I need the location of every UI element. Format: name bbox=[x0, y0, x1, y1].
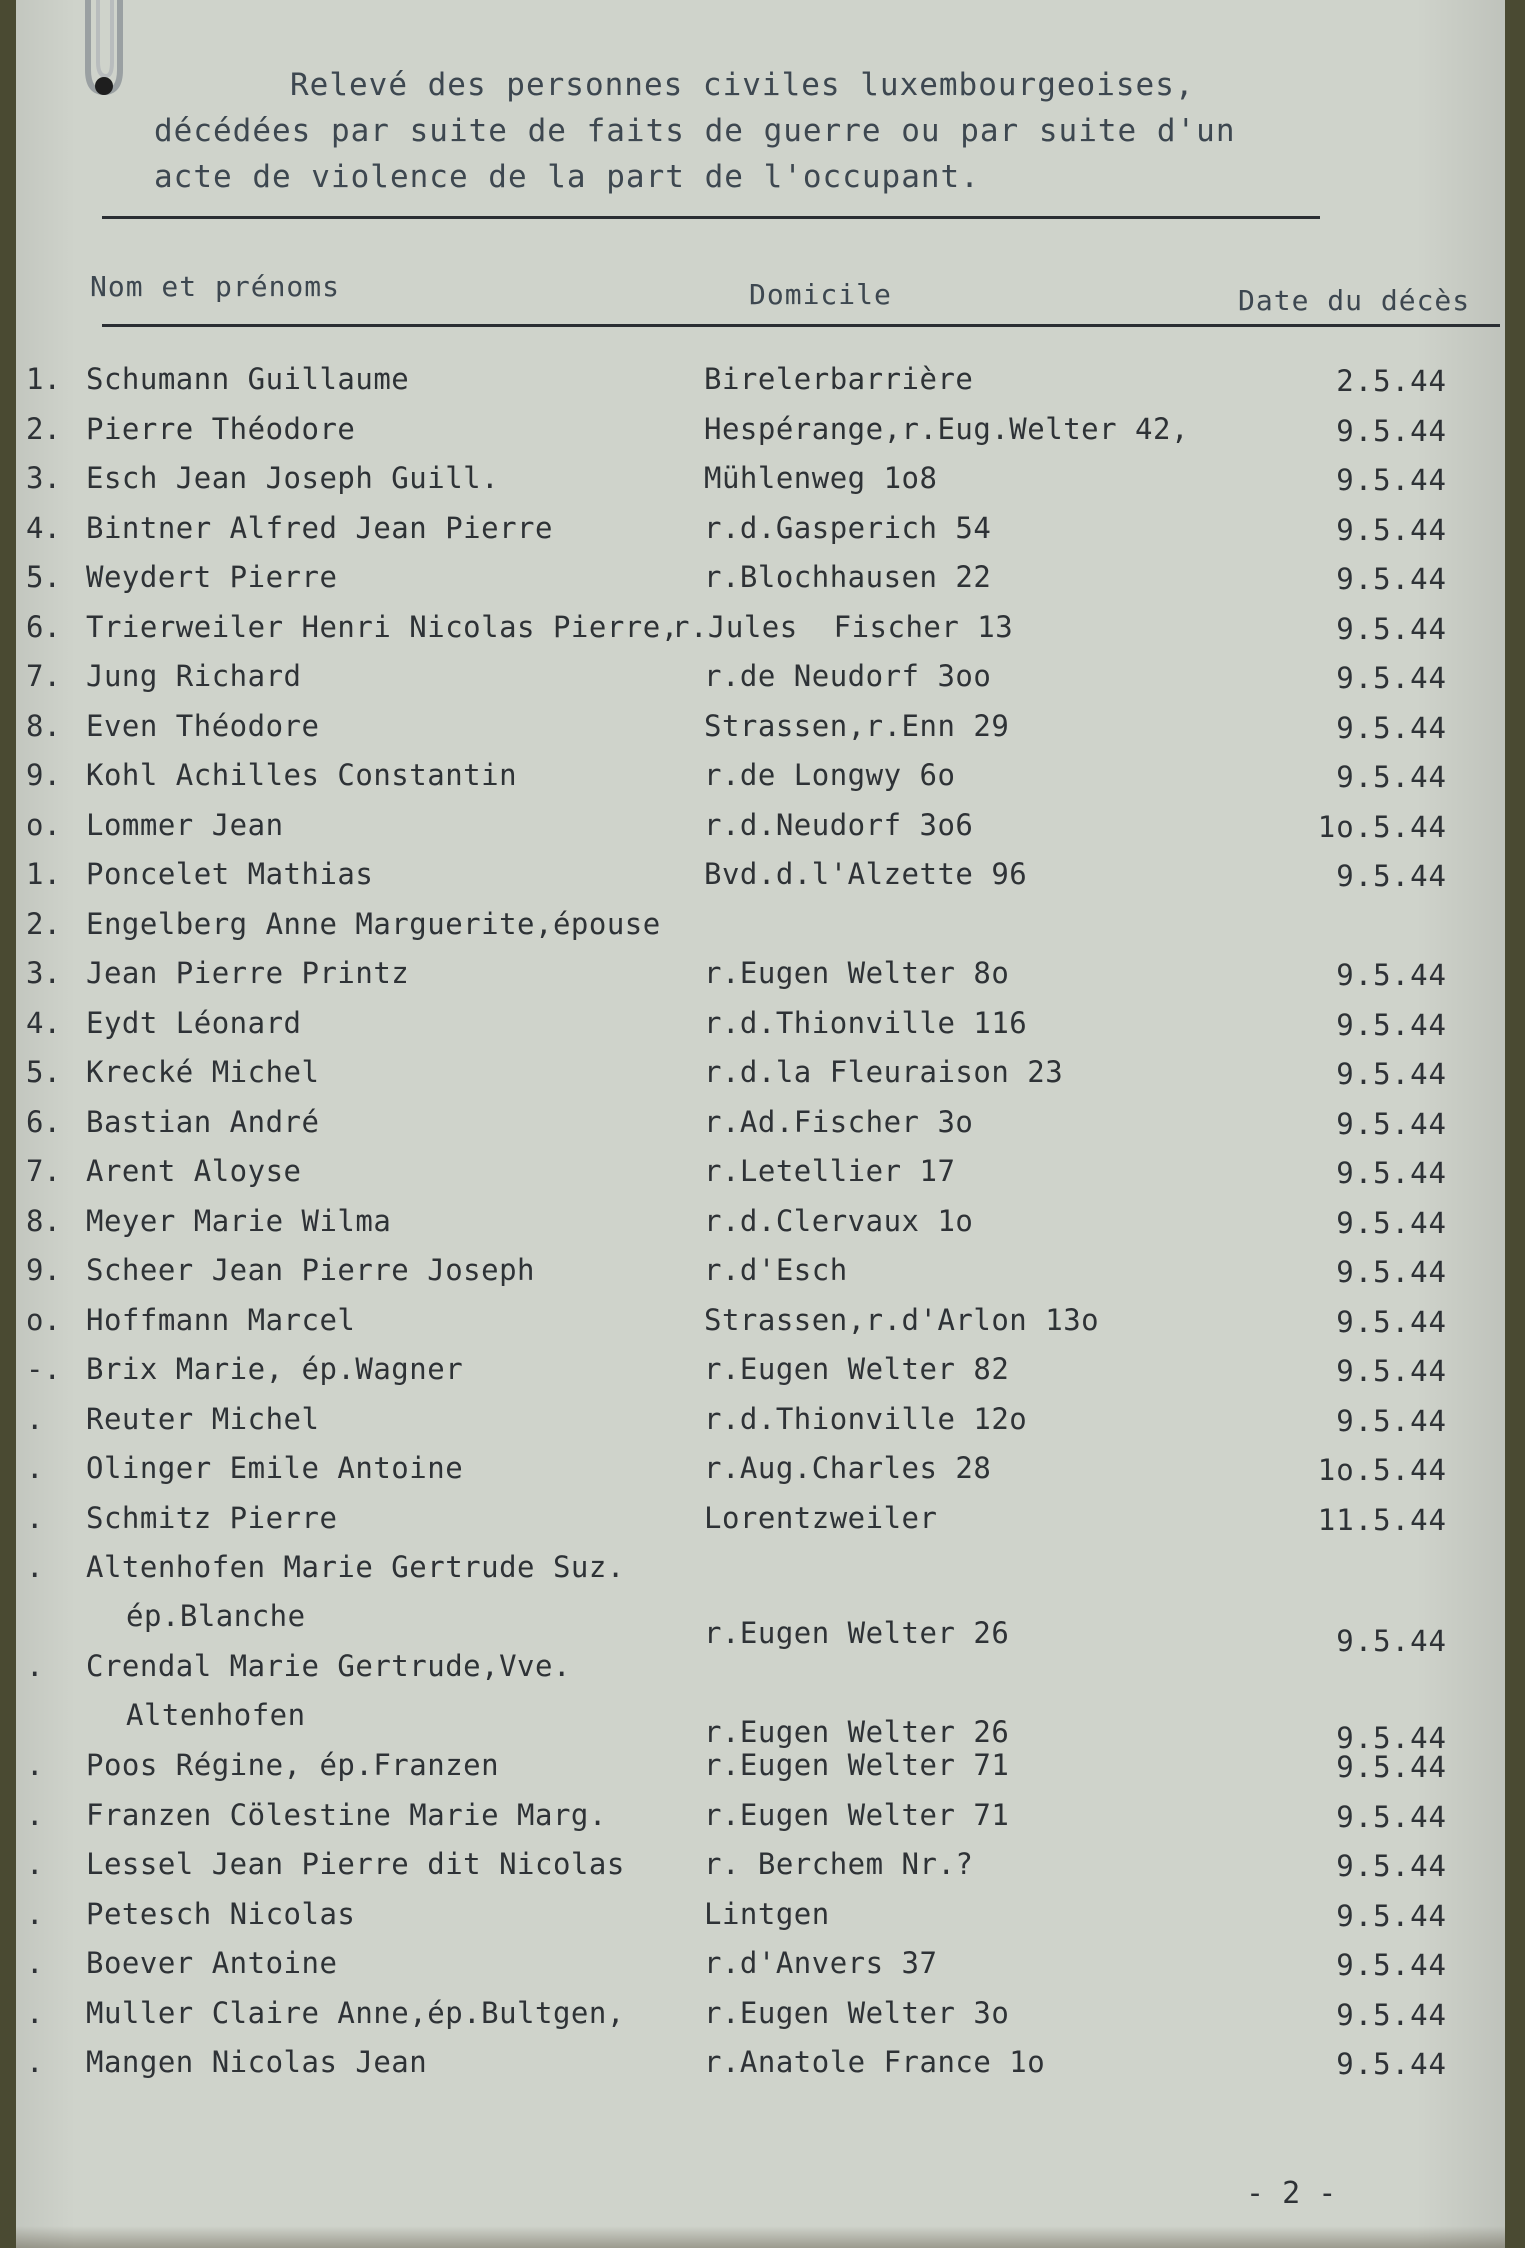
entry-domicile: Hespérange,r.Eug.Welter 42, bbox=[704, 411, 1189, 446]
entry-number: 8. bbox=[26, 708, 61, 743]
entry-number: . bbox=[26, 1500, 44, 1535]
entry-name: Brix Marie, ép.Wagner bbox=[86, 1352, 464, 1386]
entry-name: Scheer Jean Pierre Joseph bbox=[86, 1253, 535, 1287]
entry-row bbox=[16, 1352, 1505, 1402]
entry-domicile: Lorentzweiler bbox=[704, 1500, 938, 1535]
entry-date: 9.5.44 bbox=[1336, 958, 1447, 992]
entry-date: 11.5.44 bbox=[1317, 1502, 1447, 1537]
entry-date: 9.5.44 bbox=[1336, 562, 1447, 596]
entry-domicile: r.Eugen Welter 71 bbox=[704, 1797, 1010, 1832]
entry-row bbox=[16, 2045, 1505, 2095]
entry-domicile: r.d.Gasperich 54 bbox=[704, 510, 992, 545]
heading-underline bbox=[102, 216, 1320, 219]
entry-domicile: Bvd.d.l'Alzette 96 bbox=[704, 857, 1028, 891]
column-header-date: Date du décès bbox=[1238, 284, 1471, 317]
entry-domicile: r.d.la Fleuraison 23 bbox=[704, 1055, 1064, 1089]
entry-number: -. bbox=[26, 1352, 61, 1386]
entry-row bbox=[16, 956, 1505, 1006]
entry-name: Trierweiler Henri Nicolas Pierre, bbox=[86, 609, 679, 644]
entry-row bbox=[16, 1402, 1505, 1452]
paper-clip-icon bbox=[74, 0, 128, 100]
entry-date: 9.5.44 bbox=[1336, 1403, 1447, 1438]
entry-row bbox=[16, 1798, 1505, 1848]
entry-name: Schmitz Pierre bbox=[86, 1500, 338, 1535]
entry-number: 4. bbox=[26, 510, 61, 545]
entry-date: 9.5.44 bbox=[1336, 2047, 1447, 2081]
entry-date: 9.5.44 bbox=[1336, 1898, 1447, 1933]
entry-domicile: r.d.Thionville 12o bbox=[704, 1401, 1028, 1436]
heading-line: Relevé des personnes civiles luxembourgeoises, bbox=[290, 67, 1195, 103]
entry-number: 3. bbox=[26, 461, 61, 495]
entry-domicile: r.Eugen Welter 3o bbox=[704, 1995, 1010, 2030]
entry-date: 9.5.44 bbox=[1336, 710, 1447, 745]
entry-row bbox=[16, 412, 1505, 462]
entry-date: 9.5.44 bbox=[1336, 1007, 1447, 1042]
entry-number: . bbox=[26, 2045, 44, 2079]
entry-name: Arent Aloyse bbox=[86, 1154, 302, 1188]
entry-name: Esch Jean Joseph Guill. bbox=[86, 461, 500, 495]
entry-name: Muller Claire Anne,ép.Bultgen, bbox=[86, 1995, 625, 2030]
entry-date: 9.5.44 bbox=[1336, 1721, 1447, 1755]
entry-number: o. bbox=[26, 1302, 61, 1337]
entry-name: Lommer Jean bbox=[86, 807, 284, 842]
page-bottom-edge bbox=[16, 2226, 1505, 2248]
entry-domicile: r.d.Thionville 116 bbox=[704, 1005, 1028, 1040]
entry-date: 9.5.44 bbox=[1336, 661, 1447, 695]
heading-line: décédées par suite de faits de guerre ou par suite d'un bbox=[154, 113, 1236, 149]
entry-number: . bbox=[26, 1550, 44, 1584]
entry-domicile: r.Letellier 17 bbox=[704, 1154, 956, 1188]
entry-name: Lessel Jean Pierre dit Nicolas bbox=[86, 1847, 625, 1881]
entry-domicile: r.Eugen Welter 71 bbox=[704, 1748, 1010, 1782]
entry-date: 9.5.44 bbox=[1336, 1304, 1447, 1339]
entry-name: Mangen Nicolas Jean bbox=[86, 2045, 428, 2079]
entry-row bbox=[16, 1897, 1505, 1947]
heading-line: acte de violence de la part de l'occupant. bbox=[154, 159, 980, 195]
entry-row bbox=[16, 560, 1505, 610]
entry-number: . bbox=[26, 1995, 44, 2030]
entry-name: Even Théodore bbox=[86, 708, 320, 743]
entry-number: 2. bbox=[26, 906, 61, 941]
page-number: - 2 - bbox=[1246, 2176, 1337, 2211]
column-header-name: Nom et prénoms bbox=[90, 270, 341, 303]
entry-name: Altenhofen Marie Gertrude Suz. bbox=[86, 1550, 625, 1584]
entry-domicile: Strassen,r.Enn 29 bbox=[704, 708, 1010, 743]
entry-row bbox=[16, 1154, 1505, 1204]
entry-date: 9.5.44 bbox=[1336, 1354, 1447, 1388]
entry-number: . bbox=[26, 1946, 44, 1980]
entry-name-continuation: Altenhofen bbox=[126, 1698, 306, 1732]
entry-row bbox=[16, 1451, 1505, 1501]
entry-date: 9.5.44 bbox=[1336, 1057, 1447, 1091]
entry-date: 9.5.44 bbox=[1336, 1997, 1447, 2032]
entry-number: 6. bbox=[26, 609, 61, 644]
entry-number: 1. bbox=[26, 362, 61, 396]
entry-domicile: r.Eugen Welter 82 bbox=[704, 1352, 1010, 1386]
entry-domicile: r.d.Clervaux 1o bbox=[704, 1203, 974, 1238]
entry-domicile: r.Eugen Welter 26 bbox=[704, 1715, 1010, 1749]
entry-row bbox=[16, 1550, 1505, 1658]
entry-row bbox=[16, 1501, 1505, 1551]
entry-number: 8. bbox=[26, 1203, 61, 1238]
entry-domicile: r.Jules Fischer 13 bbox=[672, 609, 1014, 644]
entry-row bbox=[16, 511, 1505, 561]
entry-row bbox=[16, 709, 1505, 759]
entry-name: Hoffmann Marcel bbox=[86, 1302, 356, 1337]
entry-name: Reuter Michel bbox=[86, 1401, 320, 1436]
entry-number: 1. bbox=[26, 857, 61, 891]
entry-row bbox=[16, 1204, 1505, 1254]
entry-row bbox=[16, 1303, 1505, 1353]
entry-date: 9.5.44 bbox=[1336, 512, 1447, 547]
entry-domicile: r.Ad.Fischer 3o bbox=[704, 1104, 974, 1139]
entry-number: . bbox=[26, 1896, 44, 1931]
entry-number: 5. bbox=[26, 560, 61, 594]
entry-row bbox=[16, 1253, 1505, 1303]
entry-name: Bintner Alfred Jean Pierre bbox=[86, 510, 553, 545]
entries-list bbox=[16, 362, 1505, 2095]
entry-number: 3. bbox=[26, 956, 61, 990]
entry-number: o. bbox=[26, 807, 61, 842]
entry-name: Krecké Michel bbox=[86, 1055, 320, 1089]
entry-name: Weydert Pierre bbox=[86, 560, 338, 594]
entry-row bbox=[16, 1996, 1505, 2046]
entry-name: Schumann Guillaume bbox=[86, 362, 410, 396]
entry-name: Poos Régine, ép.Franzen bbox=[86, 1748, 500, 1782]
entry-date: 9.5.44 bbox=[1336, 413, 1447, 448]
entry-domicile: Strassen,r.d'Arlon 13o bbox=[704, 1302, 1100, 1337]
entry-number: 9. bbox=[26, 1253, 61, 1287]
entry-domicile: r.d'Anvers 37 bbox=[704, 1946, 938, 1980]
entry-date: 1o.5.44 bbox=[1317, 809, 1447, 844]
entry-name: Kohl Achilles Constantin bbox=[86, 758, 518, 792]
entry-number: . bbox=[26, 1748, 44, 1782]
entry-number: 2. bbox=[26, 411, 61, 446]
entry-number: . bbox=[26, 1401, 44, 1436]
entry-domicile: Birelerbarrière bbox=[704, 362, 974, 396]
entry-domicile: Lintgen bbox=[704, 1896, 830, 1931]
entry-name: Bastian André bbox=[86, 1104, 320, 1139]
document-page bbox=[16, 0, 1505, 2248]
entry-row bbox=[16, 1748, 1505, 1798]
entry-row bbox=[16, 659, 1505, 709]
entry-domicile: r.d'Esch bbox=[704, 1253, 848, 1287]
entry-date: 9.5.44 bbox=[1336, 1750, 1447, 1784]
entry-row bbox=[16, 758, 1505, 808]
entry-row bbox=[16, 1649, 1505, 1755]
entry-row bbox=[16, 610, 1505, 660]
entry-name: Olinger Emile Antoine bbox=[86, 1451, 464, 1485]
entry-name: Eydt Léonard bbox=[86, 1005, 302, 1040]
entry-row bbox=[16, 1055, 1505, 1105]
entry-row bbox=[16, 857, 1505, 907]
entry-date: 9.5.44 bbox=[1336, 1156, 1447, 1190]
entry-date: 9.5.44 bbox=[1336, 1948, 1447, 1982]
entry-domicile: r.Eugen Welter 8o bbox=[704, 956, 1010, 990]
entry-domicile: r.de Longwy 6o bbox=[704, 758, 956, 792]
column-header-underline bbox=[102, 324, 1500, 327]
entry-name: Crendal Marie Gertrude,Vve. bbox=[86, 1649, 571, 1683]
entry-number: 4. bbox=[26, 1005, 61, 1040]
entry-name: Poncelet Mathias bbox=[86, 857, 374, 891]
column-header-domicile: Domicile bbox=[749, 278, 892, 311]
entry-name: Jung Richard bbox=[86, 659, 302, 693]
entry-number: 7. bbox=[26, 659, 61, 693]
entry-row bbox=[16, 461, 1505, 511]
entry-name: Jean Pierre Printz bbox=[86, 956, 410, 990]
entry-domicile: r.d.Neudorf 3o6 bbox=[704, 807, 974, 842]
entry-number: . bbox=[26, 1847, 44, 1881]
entry-number: 5. bbox=[26, 1055, 61, 1089]
entry-name: Meyer Marie Wilma bbox=[86, 1203, 392, 1238]
entry-date: 9.5.44 bbox=[1336, 859, 1447, 893]
entry-name-continuation: ép.Blanche bbox=[126, 1599, 306, 1633]
entry-domicile: Mühlenweg 1o8 bbox=[704, 461, 938, 495]
entry-date: 2.5.44 bbox=[1336, 364, 1447, 398]
entry-name: Engelberg Anne Marguerite,épouse bbox=[86, 906, 661, 941]
entry-date: 9.5.44 bbox=[1336, 1799, 1447, 1834]
entry-domicile: r.Aug.Charles 28 bbox=[704, 1451, 992, 1485]
entry-row bbox=[16, 907, 1505, 957]
entry-date: 9.5.44 bbox=[1336, 1255, 1447, 1289]
document-heading bbox=[154, 62, 1236, 200]
entry-domicile: r.Blochhausen 22 bbox=[704, 560, 992, 594]
entry-domicile: r.de Neudorf 3oo bbox=[704, 659, 992, 693]
entry-date: 9.5.44 bbox=[1336, 1849, 1447, 1883]
entry-name: Petesch Nicolas bbox=[86, 1896, 356, 1931]
entry-date: 1o.5.44 bbox=[1317, 1453, 1447, 1487]
entry-name: Boever Antoine bbox=[86, 1946, 338, 1980]
entry-name: Pierre Théodore bbox=[86, 411, 356, 446]
entry-number: 9. bbox=[26, 758, 61, 792]
entry-date: 9.5.44 bbox=[1336, 1624, 1447, 1658]
entry-number: 7. bbox=[26, 1154, 61, 1188]
entry-row bbox=[16, 1946, 1505, 1996]
entry-domicile: r. Berchem Nr.? bbox=[704, 1847, 974, 1881]
entry-number: 6. bbox=[26, 1104, 61, 1139]
entry-number: . bbox=[26, 1649, 44, 1683]
entry-domicile: r.Anatole France 1o bbox=[704, 2045, 1046, 2079]
entry-name: Franzen Cölestine Marie Marg. bbox=[86, 1797, 607, 1832]
entry-domicile: r.Eugen Welter 26 bbox=[704, 1616, 1010, 1650]
entry-row bbox=[16, 808, 1505, 858]
entry-row bbox=[16, 1847, 1505, 1897]
entry-date: 9.5.44 bbox=[1336, 1205, 1447, 1240]
entry-row bbox=[16, 362, 1505, 412]
entry-date: 9.5.44 bbox=[1336, 463, 1447, 497]
entry-date: 9.5.44 bbox=[1336, 611, 1447, 646]
entry-number: . bbox=[26, 1797, 44, 1832]
entry-date: 9.5.44 bbox=[1336, 1106, 1447, 1141]
entry-row bbox=[16, 1105, 1505, 1155]
entry-date: 9.5.44 bbox=[1336, 760, 1447, 794]
entry-number: . bbox=[26, 1451, 44, 1485]
entry-row bbox=[16, 1006, 1505, 1056]
